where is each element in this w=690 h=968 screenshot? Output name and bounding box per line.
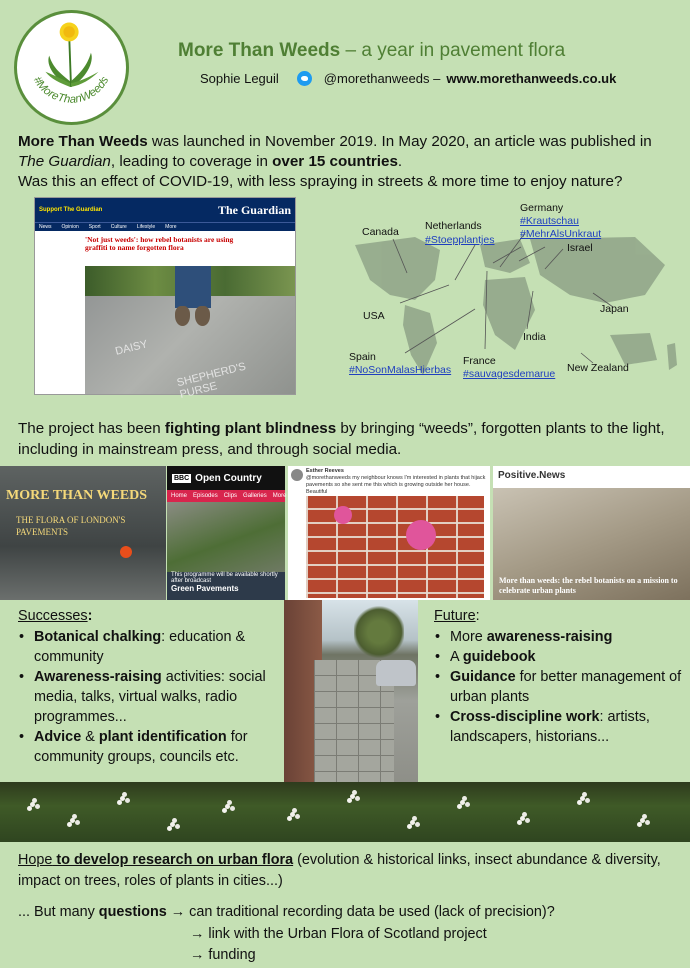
question-item: → funding	[190, 947, 256, 963]
mid-text: by bringing “weeds”, forgotten plants to the light, including in mainstream press, and through social media.	[18, 420, 665, 458]
pavement-plant-photo	[167, 502, 285, 572]
white-flower	[170, 822, 175, 827]
item-text: : education & community	[34, 629, 246, 665]
bbc-logo: BBC	[174, 474, 190, 482]
white-flower	[120, 796, 125, 801]
white-flower	[225, 804, 230, 809]
successes-box	[0, 602, 284, 782]
guardian-nav-item: More	[165, 224, 177, 230]
question-line	[18, 945, 682, 967]
poster-subtitle: THE FLORA OF LONDON'S PAVEMENTS	[16, 515, 126, 537]
positive-news-screenshot	[493, 466, 690, 600]
list-item	[434, 647, 684, 667]
heading-colon: :	[475, 608, 480, 624]
plant-blindness-paragraph	[18, 418, 682, 460]
hashtag-germany[interactable]: #Krautschau #MehrAlsUnkraut	[520, 215, 602, 240]
programme-caption: This programme will be available shortly after broadcast	[171, 572, 278, 584]
item-bold: awareness-raising	[486, 629, 613, 645]
guardian-support: Support The Guardian	[39, 207, 103, 213]
hope-paragraph	[18, 850, 682, 892]
guardian-nav-item: Sport	[88, 224, 101, 230]
page-title	[178, 40, 565, 62]
country-label-canada: Canada	[362, 226, 399, 238]
tweet-user: Esther Reeves	[306, 468, 344, 474]
hashtag-spain[interactable]: #NoSonMalasHierbas	[349, 364, 452, 376]
brick-wall-photo	[306, 496, 484, 598]
country-label-germany: Germany	[520, 202, 564, 214]
bbc-open-country-screenshot	[167, 466, 285, 600]
future-box	[418, 602, 690, 782]
logo	[14, 10, 129, 125]
item-bold: Cross-discipline work	[450, 709, 600, 725]
white-flower	[290, 812, 295, 817]
author: Sophie Leguil	[200, 71, 279, 86]
item-bold: guidebook	[462, 649, 536, 665]
guardian-nav-item: Culture	[110, 224, 127, 230]
website-link[interactable]: www.morethanweeds.co.uk	[446, 71, 617, 86]
item-text: activities: social media, talks, virtual walks, radio programmes...	[34, 669, 266, 725]
project-name: More Than Weeds	[18, 133, 148, 150]
future-list	[434, 627, 684, 747]
hashtag-france[interactable]: #sauvagesdemarue	[463, 368, 556, 380]
white-flower	[410, 820, 415, 825]
title-rest: – a year in pavement flora	[340, 40, 566, 61]
white-flower	[350, 794, 355, 799]
logo-text: #MoreThanWeeds	[30, 74, 112, 106]
programme-title: Open Country	[195, 472, 262, 484]
country-label-israel: Israel	[567, 242, 593, 254]
hope-word: Hope	[18, 852, 53, 868]
bbc-nav-item: Galleries	[243, 493, 267, 499]
item-bold: plant identification	[98, 729, 227, 745]
item-bold: Guidance	[450, 669, 516, 685]
avatar	[291, 469, 303, 481]
country-label-netherlands: Netherlands	[425, 220, 482, 232]
successes-list	[18, 627, 274, 767]
intro-paragraph	[18, 132, 682, 192]
tree	[354, 604, 404, 660]
country-label-new-zealand: New Zealand	[567, 362, 629, 374]
white-flower	[30, 802, 35, 807]
item-text: for community groups, councils etc.	[34, 729, 248, 765]
pink-flower	[334, 506, 352, 524]
bbc-nav	[167, 490, 285, 502]
list-item	[434, 707, 684, 747]
tweet-body	[306, 468, 486, 496]
tweet-text: @morethanweeds my neighbour knows I'm interested in plants that hijack pavements so she sent me this which is growing outside her house. Beautiful	[306, 475, 486, 495]
country-label-india: India	[523, 331, 546, 343]
guardian-nav-item: Lifestyle	[136, 224, 156, 230]
successes-heading: Successes	[18, 608, 88, 624]
hashtag-netherlands[interactable]: #Stoepplantjes	[425, 234, 495, 246]
parked-car	[376, 660, 416, 686]
street-pavement-photo	[284, 600, 418, 782]
guardian-nav-item: Opinion	[61, 224, 79, 230]
twitter-icon	[297, 71, 312, 86]
coverage-count: over 15 countries	[272, 153, 398, 170]
questions-bold: questions	[98, 904, 167, 920]
white-flower	[520, 816, 525, 821]
item-text: A	[450, 649, 463, 665]
questions-block	[18, 902, 682, 967]
guardian-nav-item: News	[39, 224, 52, 230]
bbc-header	[167, 466, 285, 490]
white-flower	[580, 796, 585, 801]
shoe	[195, 306, 210, 326]
item-text: More	[450, 629, 487, 645]
item-bold: Advice	[34, 729, 82, 745]
poppy-flower	[120, 546, 132, 558]
world-coverage-map	[345, 202, 685, 390]
item-text: for better management of urban plants	[450, 669, 682, 705]
question-line	[18, 924, 682, 946]
item-text: : artists, landscapers, historians...	[450, 709, 650, 745]
chalk-writing: SHEPHERD'S PURSE	[175, 360, 248, 401]
mid-highlight: fighting plant blindness	[164, 420, 337, 437]
dandelion-logo-icon	[17, 13, 126, 122]
future-heading: Future	[434, 608, 476, 624]
bbc-nav-item: Clips	[223, 493, 238, 499]
guardian-logo: The Guardian	[217, 202, 291, 217]
positive-news-logo: Positive.News	[498, 470, 566, 481]
white-flower	[70, 818, 75, 823]
hope-text: (evolution & historical links, insect abundance & diversity, impact on trees, roles of plants in cities...)	[18, 852, 661, 889]
poster-title: MORE THAN WEEDS	[6, 488, 148, 503]
list-item	[434, 667, 684, 707]
guardian-header	[35, 198, 295, 222]
guardian-headline: 'Not just weeds': how rebel botanists are using graffiti to name forgotten flora	[85, 235, 234, 252]
guardian-nav	[35, 222, 295, 231]
list-item	[18, 727, 274, 767]
intro-question: Was this an effect of COVID-19, with less spraying in streets & more time to enjoy nature?	[18, 173, 623, 190]
byline	[200, 71, 616, 86]
bbc-nav-item: Home	[171, 493, 188, 499]
country-label-france: France	[463, 355, 496, 367]
guardian-name: The Guardian	[18, 153, 111, 170]
bbc-nav-item: More	[272, 493, 287, 499]
list-item	[18, 667, 274, 727]
item-bold: Awareness-raising	[34, 669, 162, 685]
mid-text: The project has been	[18, 420, 165, 437]
tweet-screenshot	[288, 466, 490, 600]
country-label-spain: Spain	[349, 351, 376, 363]
bbc-nav-item: Episodes	[193, 493, 218, 499]
white-flower	[460, 800, 465, 805]
intro-text: .	[397, 153, 403, 170]
title-bold: More Than Weeds	[178, 40, 341, 61]
chalk-writing: DAISY	[114, 338, 149, 358]
list-item	[434, 627, 684, 647]
positive-news-caption: More than weeds: the rebel botanists on a mission to celebrate urban plants	[499, 576, 678, 595]
flower-meadow-photo	[0, 782, 690, 842]
intro-text: , leading to coverage in	[110, 153, 273, 170]
person-legs	[175, 266, 211, 308]
episode-title: Green Pavements	[171, 584, 239, 593]
questions-intro: ... But many	[18, 904, 99, 920]
question-line	[18, 902, 682, 924]
intro-text: was launched in November 2019. In May 2020, an article was published in	[147, 133, 652, 150]
question-item: → can traditional recording data be used (lack of precision)?	[170, 904, 555, 920]
guardian-article-screenshot	[34, 197, 296, 401]
twitter-handle[interactable]: @morethanweeds –	[323, 71, 441, 86]
item-bold: Botanical chalking	[34, 629, 162, 645]
hope-bold: to develop research on urban flora	[52, 852, 294, 868]
talk-poster-image	[0, 466, 166, 600]
shoe	[175, 306, 190, 326]
pink-flower	[406, 520, 436, 550]
question-item: → link with the Urban Flora of Scotland project	[190, 925, 487, 942]
chalked-pavement-photo	[85, 266, 295, 401]
heading-colon: :	[87, 608, 93, 624]
country-label-japan: Japan	[600, 303, 629, 315]
white-flower	[640, 818, 645, 823]
item-text: &	[81, 729, 99, 745]
country-label-usa: USA	[363, 310, 385, 322]
list-item	[18, 627, 274, 667]
